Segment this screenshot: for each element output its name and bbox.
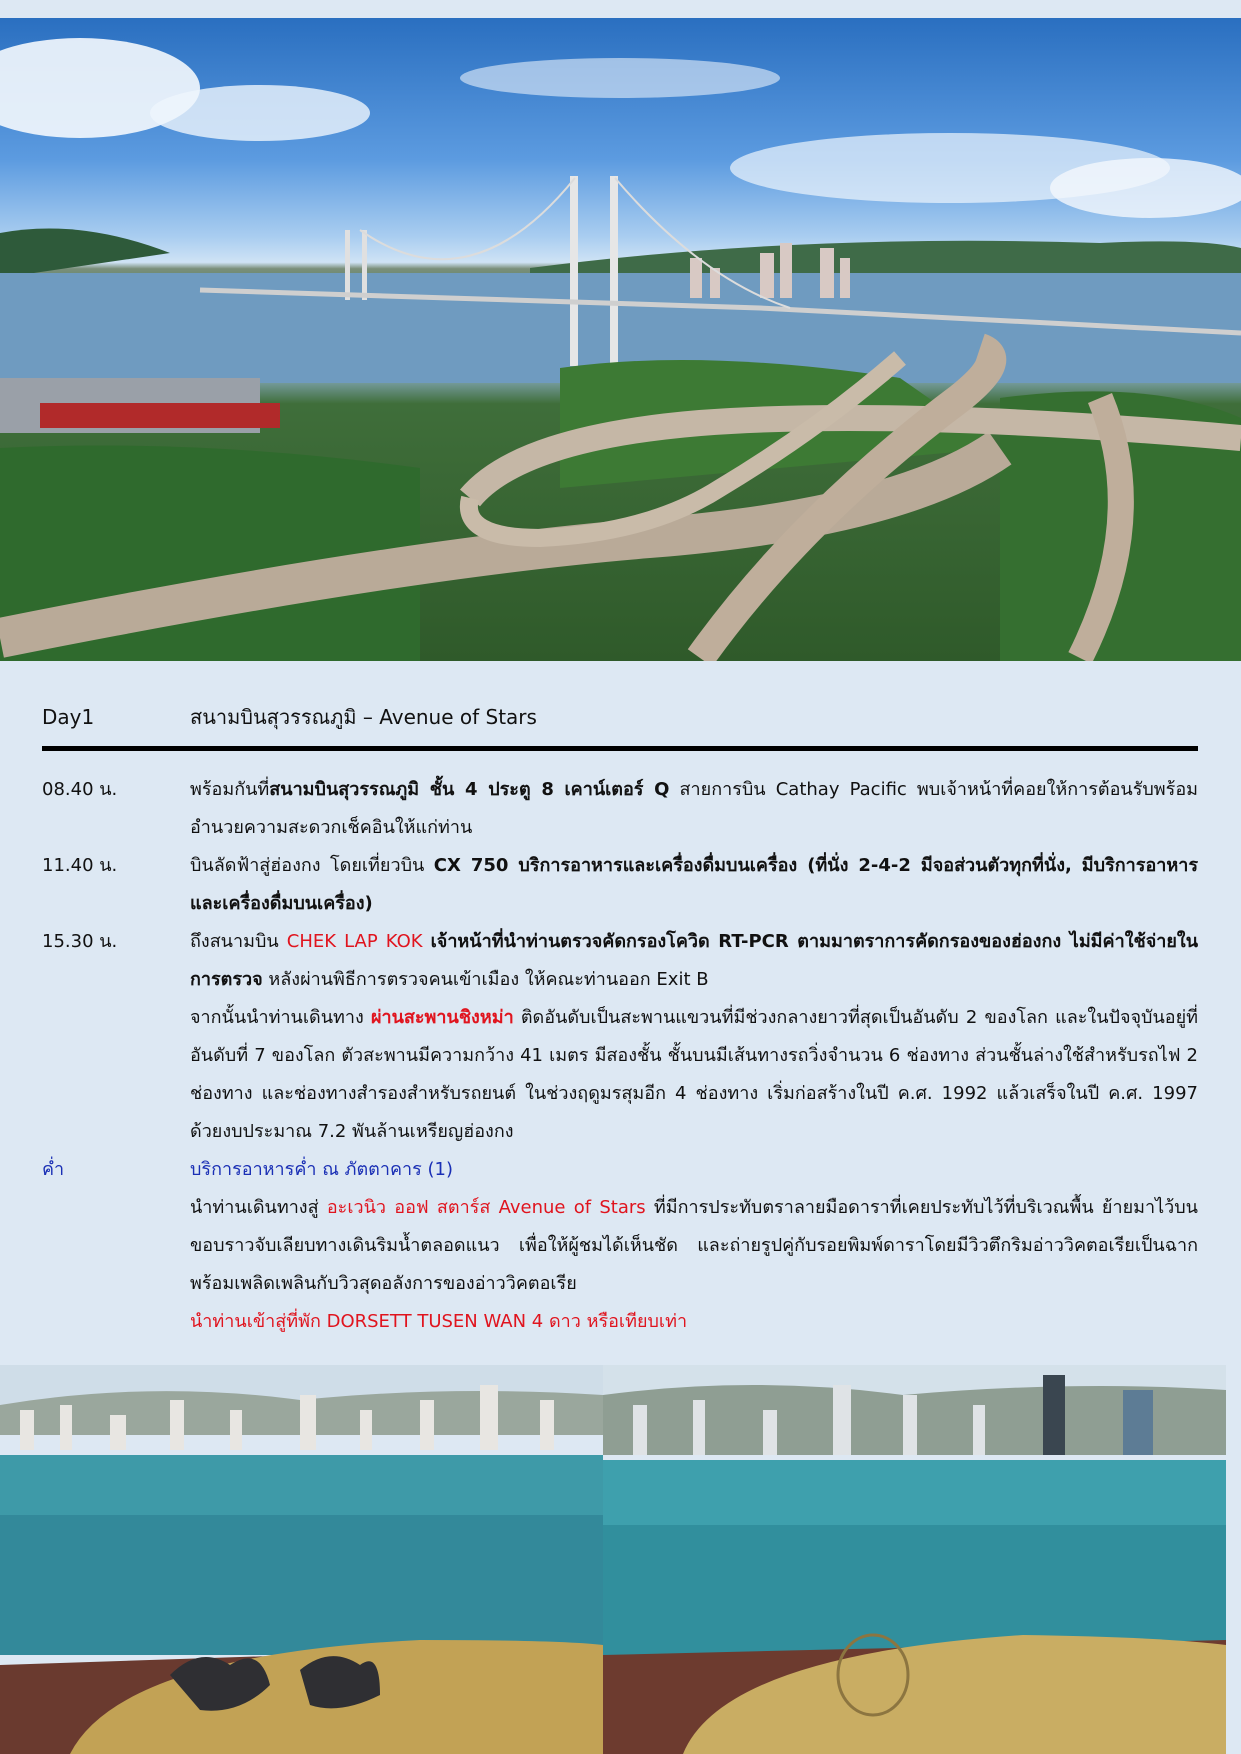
hero-photo xyxy=(0,18,1241,661)
text-run: นำท่านเดินทางสู่ xyxy=(190,1197,327,1218)
dinner-time: ค่ำ xyxy=(42,1159,65,1180)
text-run: หลังผ่านพิธีการตรวจคนเข้าเมือง ให้คณะท่านออก Exit B xyxy=(262,969,709,990)
day-label: Day1 xyxy=(42,705,95,729)
text-run xyxy=(423,931,431,952)
text-run: สนามบินสุวรรณภูมิ ชั้น 4 ประตู 8 เคาน์เตอร์ Q xyxy=(269,779,670,800)
text-run: CHEK LAP KOK xyxy=(286,931,423,952)
dinner-title: บริการอาหารค่ำ ณ ภัตตาคาร (1) xyxy=(190,1159,454,1180)
text-run: ถึงสนามบิน xyxy=(190,931,287,952)
text-run: ที่มีการประทับตราลายมือดาราที่เคยประทับไว้ที่บริเวณพื้น ย้ายมาไว้บนขอบราวจับเลียบทางเดินริมน้ำตลอดแนว เพื่อให้ผู้ชมได้เห็นชัด และถ่ายรูปคู่กับรอยพิมพ์ดาราโดยมีวิวตึกริมอ่าววิคตอเรียเป็นฉากพร้อมเพลิดเพลินกับวิวสุดอลังการของอ่าววิคตอเรีย xyxy=(190,1197,1198,1294)
header-divider xyxy=(42,746,1198,751)
text-run: CX 750 บริการอาหารและเครื่องดื่มบนเครื่อง (ที่นั่ง 2-4-2 มีจอส่วนตัวทุกที่นั่ง, มีบริการอาหารและเครื่องดื่มบนเครื่อง) xyxy=(190,855,1199,914)
bottom-photos xyxy=(0,1365,1226,1754)
schedule-description xyxy=(190,847,1198,923)
tsing-ma-bridge-illustration xyxy=(0,18,1241,661)
schedule-item xyxy=(42,847,1198,923)
dinner-row xyxy=(42,1151,1198,1189)
text-run: จากนั้นนำท่านเดินทาง xyxy=(190,1007,371,1028)
schedule-time: 08.40 น. xyxy=(42,779,118,800)
text-run: บินลัดฟ้าสู่ฮ่องกง โดยเที่ยวบิน xyxy=(190,855,434,876)
avenue-paragraph xyxy=(190,1189,1198,1303)
handprint-photo xyxy=(0,1365,603,1754)
schedule-description xyxy=(190,771,1198,847)
schedule-item xyxy=(42,771,1198,847)
day-title: สนามบินสุวรรณภูมิ – Avenue of Stars xyxy=(190,705,537,729)
schedule-description xyxy=(190,923,1198,999)
portrait-plaque-photo xyxy=(603,1365,1226,1754)
text-run: สายการบิน Cathay Pacific พบเจ้าหน้าที่คอยให้การต้อนรับพร้อมอำนวยความสะดวกเช็คอินให้แก่ท่าน xyxy=(190,779,1199,838)
itinerary xyxy=(42,700,1198,1341)
schedule-item xyxy=(42,923,1198,999)
text-run: อะเวนิว ออฟ สตาร์ส Avenue of Stars xyxy=(326,1197,646,1218)
text-run: ผ่านสะพานชิงหม่า xyxy=(370,1007,514,1028)
hotel-line: นำท่านเข้าสู่ที่พัก DORSETT TUSEN WAN 4 ดาว หรือเทียบเท่า xyxy=(190,1311,688,1332)
avenue-of-stars-handprint-illustration xyxy=(0,1365,603,1754)
text-run: เจ้าหน้าที่นำท่านตรวจคัดกรองโควิด RT-PCR ตามมาตราการคัดกรองของฮ่องกง ไม่มีค่าใช้จ่ายในการตรวจ xyxy=(190,931,1198,990)
schedule-time: 15.30 น. xyxy=(42,931,118,952)
text-run: พร้อมกันที่ xyxy=(190,779,270,800)
avenue-of-stars-portrait-plaque-illustration xyxy=(603,1365,1226,1754)
schedule-time: 11.40 น. xyxy=(42,855,118,876)
day-header xyxy=(42,700,1198,734)
schedule-list xyxy=(42,771,1198,999)
text-run: ติดอันดับเป็นสะพานแขวนที่มีช่วงกลางยาวที่สุดเป็นอันดับ 2 ของโลก และในปัจจุบันอยู่ที่อันดับที่ 7 ของโลก ตัวสะพานมีความกว้าง 41 เมตร มีสองชั้น ชั้นบนมีเส้นทางรถวิ่งจำนวน 6 ช่องทาง ส่วนชั้นล่างใช้สำหรับรถไฟ 2 ช่องทาง และช่องทางสำรองสำหรับรถยนต์ ในช่วงฤดูมรสุมอีก 4 ช่องทาง เริ่มก่อสร้างในปี ค.ศ. 1992 แล้วเสร็จในปี ค.ศ. 1997 ด้วยงบประมาณ 7.2 พันล้านเหรียญฮ่องกง xyxy=(190,1007,1198,1142)
bridge-paragraph xyxy=(190,999,1198,1151)
